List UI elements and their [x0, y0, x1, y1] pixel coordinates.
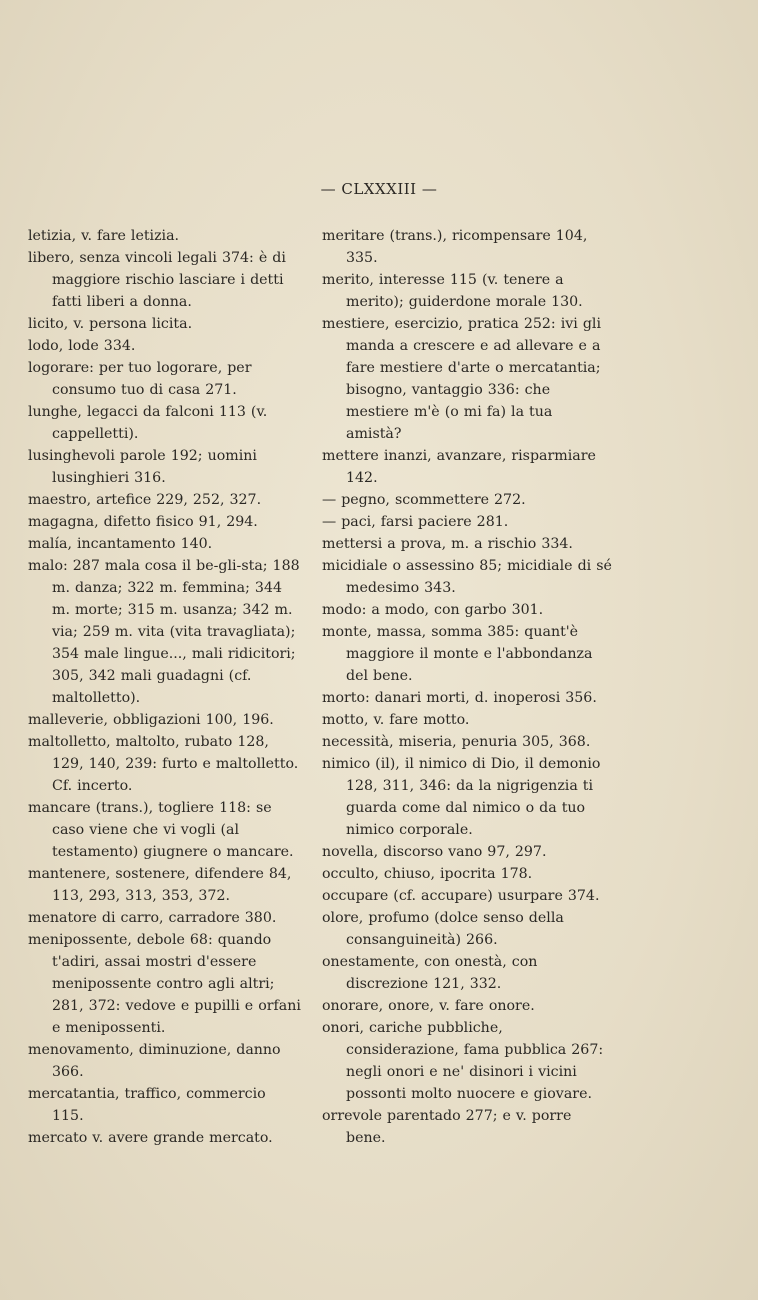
index-entry: monte, massa, somma 385: quant'è maggiore il monte e l'abbondanza del bene. — [322, 624, 593, 684]
index-entry: malo: 287 mala cosa il be-gli-sta; 188 m. danza; 322 m. femmina; 344 m. morte; 315 m. usanza; 342 m. via; 259 m. vita (vita travagliata); 354 male lingue..., mali ridicitori; 305, 342 mali guadagni (cf. maltolletto). — [28, 558, 300, 706]
left-column — [28, 225, 302, 1149]
index-entry: menovamento, diminuzione, danno 366. — [28, 1042, 281, 1080]
index-entry: maltolletto, maltolto, rubato 128, 129, 140, 239: furto e maltolletto. Cf. incerto. — [28, 734, 299, 794]
index-entry: mettersi a prova, m. a rischio 334. — [322, 536, 573, 552]
right-column — [322, 225, 612, 1149]
index-entry: licito, v. persona licita. — [28, 316, 193, 332]
index-entry: nimico (il), il nimico di Dio, il demonio 128, 311, 346: da la nigrigenzia ti guarda come dal nimico o da tuo nimico corporale. — [322, 756, 601, 838]
index-entry: morto: danari morti, d. inoperosi 356. — [322, 690, 597, 706]
index-entry: onorare, onore, v. fare onore. — [322, 998, 535, 1014]
index-entry: mestiere, esercizio, pratica 252: ivi gli manda a crescere e ad allevare e a fare mestiere d'arte o mercatantia; bisogno, vantaggio 336: che mestiere m'è (o mi fa) la tua amistà? — [322, 316, 601, 442]
index-entry: magagna, difetto fisico 91, 294. — [28, 514, 258, 530]
index-entry: lusinghevoli parole 192; uomini lusinghieri 316. — [28, 448, 257, 486]
index-entry: maestro, artefice 229, 252, 327. — [28, 492, 262, 508]
index-entry: micidiale o assessino 85; micidiale di sé medesimo 343. — [322, 558, 612, 596]
index-entry: olore, profumo (dolce senso della consanguineità) 266. — [322, 910, 564, 948]
index-entry: mancare (trans.), togliere 118: se caso viene che vi vogli (al testamento) giugnere o mancare. — [28, 800, 294, 860]
index-entry: letizia, v. fare letizia. — [28, 228, 180, 244]
index-entry: malleverie, obbligazioni 100, 196. — [28, 712, 274, 728]
index-entry: onori, cariche pubbliche, considerazione, fama pubblica 267: negli onori e ne' disinori i vicini possonti molto nuocere e giovare. — [322, 1020, 604, 1102]
index-entry: logorare: per tuo logorare, per consumo tuo di casa 271. — [28, 360, 252, 398]
index-entry: occulto, chiuso, ipocrita 178. — [322, 866, 533, 882]
index-entry: malía, incantamento 140. — [28, 536, 213, 552]
running-head: — CLXXXIII — — [320, 180, 438, 198]
index-entry: lunghe, legacci da falconi 113 (v. cappelletti). — [28, 404, 268, 442]
index-entry: mettere inanzi, avanzare, risparmiare 142. — [322, 448, 596, 486]
index-entry: onestamente, con onestà, con discrezione 121, 332. — [322, 954, 538, 992]
index-entry: lodo, lode 334. — [28, 338, 136, 354]
index-entry: — pegno, scommettere 272. — [322, 492, 526, 508]
index-entry: orrevole parentado 277; e v. porre bene. — [322, 1108, 572, 1146]
index-entry: meritare (trans.), ricompensare 104, 335. — [322, 228, 588, 266]
index-entry: mantenere, sostenere, difendere 84, 113, 293, 313, 353, 372. — [28, 866, 292, 904]
index-entry: novella, discorso vano 97, 297. — [322, 844, 547, 860]
index-entry: motto, v. fare motto. — [322, 712, 470, 728]
index-entry: occupare (cf. accupare) usurpare 374. — [322, 888, 600, 904]
index-entry: libero, senza vincoli legali 374: è di maggiore rischio lasciare i detti fatti liberi a donna. — [28, 250, 286, 310]
index-entry: menipossente, debole 68: quando t'adiri, assai mostri d'essere menipossente contro agli altri; 281, 372: vedove e pupilli e orfani e menipossenti. — [28, 932, 301, 1036]
index-entry: — paci, farsi paciere 281. — [322, 514, 509, 530]
index-entry: mercato v. avere grande mercato. — [28, 1130, 273, 1146]
index-entry: necessità, miseria, penuria 305, 368. — [322, 734, 591, 750]
index-entry: modo: a modo, con garbo 301. — [322, 602, 544, 618]
index-entry: mercatantia, traffico, commercio 115. — [28, 1086, 266, 1124]
index-entry: menatore di carro, carradore 380. — [28, 910, 277, 926]
index-entry: merito, interesse 115 (v. tenere a merito); guiderdone morale 130. — [322, 272, 583, 310]
